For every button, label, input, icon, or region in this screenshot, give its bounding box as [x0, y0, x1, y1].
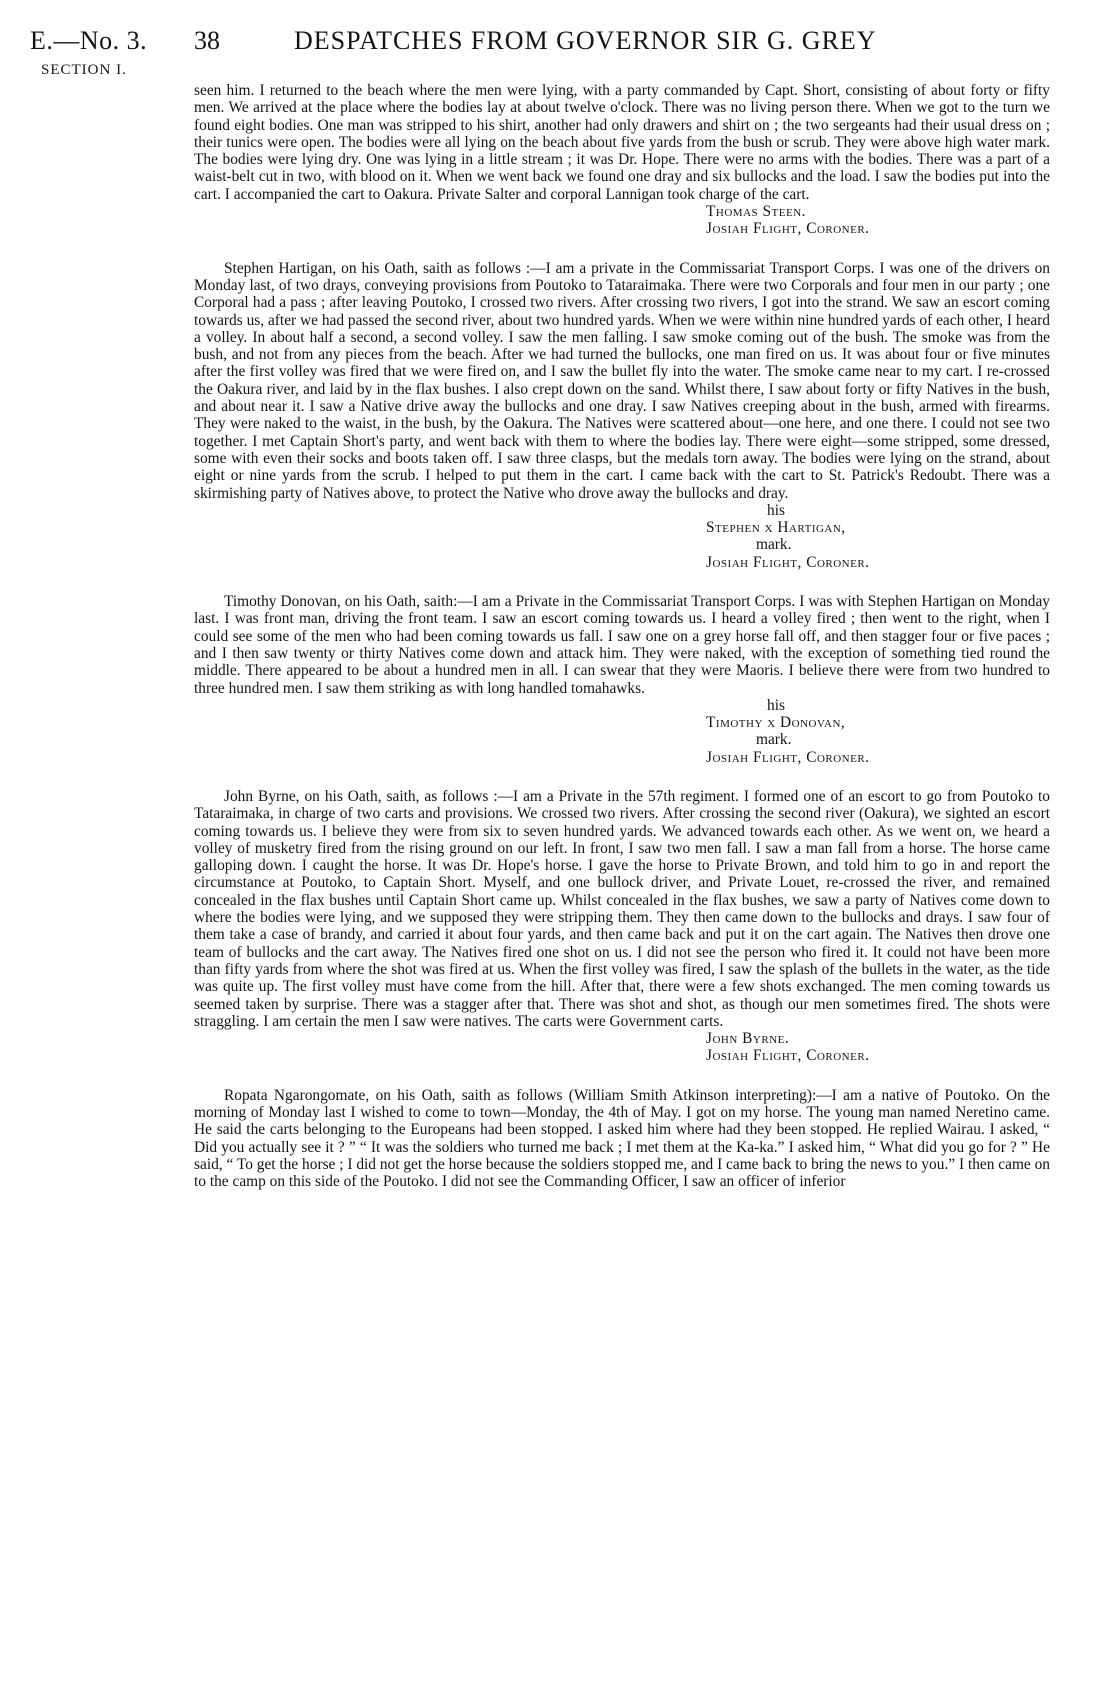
text-line: Stephen Hartigan, on his Oath, saith as follows :—I am a private in the Commissariat Transport	[224, 259, 834, 277]
donovan-signature: Timothy x Donovan,	[706, 714, 846, 732]
text-line: with Stephen Hartigan on Monday last. I was front man, driving the front team. I saw an escort	[194, 593, 1050, 628]
text-line: dressed, some with even their socks and boots taken off. I saw three clasps, but the medals torn away.	[194, 432, 1051, 467]
text-line: I saw the men falling. I saw smoke coming out of the bush. The smoke was from the bush, and not	[194, 328, 1050, 364]
text-line: escort coming towards us, after we had passed the second river, about two hundred yards. When we	[194, 294, 1050, 329]
page-number: 38	[194, 26, 220, 55]
text-line: the water. The smoke came near to my cart. I re-crossed the Oakura river, and laid by in the flax	[194, 363, 1050, 398]
text-line: charge of the cart.	[698, 185, 810, 203]
text-line: the horse to Private Brown, and told him to go in and report the circumstance at Poutoko, to Captain	[194, 857, 1050, 892]
text-line: bodies put into the cart. I accompanied the cart to Oakura. Private Salter and corporal Lannigan took	[194, 168, 1050, 203]
donovan-his: his	[767, 696, 785, 714]
page-header-left	[30, 26, 147, 79]
text-line: was fired, I saw the splash of the bullets in the water, as the tide was quite up. The first volley must	[194, 960, 1050, 996]
text-line: was stripped to his shirt, another had only drawers and shirt on ; the two sergeants had their usual dress	[378, 116, 1027, 134]
text-line: The bodies were lying on the strand, about eight or nine yards from the scrub. I helped to put them in	[194, 449, 1050, 485]
text-line: then came down to the bullocks and drays. I saw four of them take a case of brandy, and carried it	[194, 909, 1050, 944]
text-line: bushes. I also crept down on the sand. Whilst there, I saw about forty or fifty Natives in the bush,	[443, 380, 1050, 398]
text-line: and about near it. I saw a Native drive away the bullocks and one dray. I saw Natives creeping about	[194, 398, 841, 416]
text-line: Corps. I was one of the drivers on Monday last, of two drays, conveying provisions from Poutoko to	[194, 259, 1050, 294]
document-body	[194, 82, 1050, 1191]
text-line: Short's party, and went back with them to where the bodies lay. There were eight—some stripped, some	[342, 432, 1000, 450]
text-line: Natives were scattered about—one here, and one there. I could not see two together. I met Captain	[194, 415, 1050, 450]
text-line: because the soldiers stopped me, and I came back to bring the news to you.” I then came on to the	[194, 1155, 1050, 1191]
spacer	[194, 1065, 1050, 1087]
spacer	[194, 766, 1050, 788]
text-line: scrub. They were above high water mark. The bodies were lying dry. One was lying in a little	[194, 133, 1050, 169]
running-title: DESPATCHES FROM GOVERNOR SIR G. GREY	[294, 26, 877, 55]
text-line: in the flax bushes until Captain Short came up. Whilst concealed in the flax bushes, we saw a party of	[260, 891, 910, 909]
document-reference: E.—No. 3.	[30, 26, 148, 55]
text-line: stream ; it was Dr. Hope. There were no arms with the bodies. There was a part of a waist-belt cut in	[194, 151, 1050, 186]
text-line: Timothy Donovan, on his Oath, saith:—I am a Private in the Commissariat Transport Corps. I was	[224, 593, 837, 611]
text-line: asked, “ Did you actually see it ? ” “ It was the soldiers who turned me back ; I met them at the	[194, 1121, 1050, 1156]
text-line: Europeans had been stopped. I asked him where had they been stopped. He replied Wairau. I	[410, 1121, 1000, 1139]
text-line: bullocks and the cart away. The Natives fired one shot on us. I did not see the person who fired it. It	[246, 943, 887, 961]
text-line: Ka-ka.” I asked him, “ What did you go for ? ” He said, “ To get the horse ; I did not get the horse	[194, 1138, 1050, 1173]
text-line: Ropata Ngarongomate, on his Oath, saith as follows (William Smith Atkinson interpreting):—I am	[224, 1086, 869, 1104]
text-line: John Byrne, on his Oath, saith, as follows :—I am a Private in the 57th regiment. I formed one of an	[224, 787, 868, 805]
text-line: escort to go from Poutoko to Tataraimaka, in charge of two carts and provisions. We crossed two rivers.	[194, 787, 1050, 823]
hartigan-coroner: Josiah Flight, Coroner.	[706, 553, 870, 571]
text-line: a native of Poutoko. On the morning of Monday last I wished to come to town—Monday, the 4th of	[194, 1086, 1050, 1122]
donovan-testimony	[194, 593, 1050, 697]
hartigan-signature: Stephen x Hartigan,	[706, 519, 846, 537]
spacer	[194, 571, 1050, 593]
text-line: four or five minutes after the first volley was fired that we were fired on, and I saw the bullet fly into	[194, 346, 1050, 381]
text-line: May. I got on my horse. The young man named Neretino came. He said the carts belonging to the	[194, 1104, 1050, 1139]
byrne-coroner: Josiah Flight, Coroner.	[706, 1047, 870, 1065]
steen-coroner: Josiah Flight, Coroner.	[706, 220, 870, 238]
text-line: on ; their tunics were open. The bodies were all lying on the beach about five yards from the bush or	[194, 116, 1051, 151]
donovan-mark: mark.	[756, 731, 792, 749]
text-line: could not have been more than fifty yards from where the shot was fired at us. When the first volley	[194, 943, 1050, 978]
section-label: SECTION I.	[41, 62, 127, 78]
text-line: two, with blood on it. When we went back we found one dray and six bullocks and the load. I saw the	[297, 168, 935, 186]
text-line: sometimes fired. The shots were straggling. I am certain the men I saw were natives. The carts were	[194, 995, 1050, 1030]
text-line: striking as with long handled tomahawks.	[388, 679, 645, 697]
text-line: o'clock. There was no living person there. When we got to the turn we found eight bodies. One man	[194, 99, 1050, 134]
hartigan-mark: mark.	[756, 536, 792, 554]
byrne-signature: John Byrne.	[706, 1030, 790, 1048]
text-line: who had been coming towards us fall. I saw one on a grey horse fall off, and then stagger four or five	[365, 627, 1008, 645]
steen-testimony	[194, 82, 1050, 203]
text-line: consisting of about forty or fifty men. We arrived at the place where the bodies lay at about twelve	[194, 82, 1050, 117]
text-line: of musketry fired from the rising ground on our left. In front, I saw two men fall. I saw a man fall	[237, 839, 863, 857]
text-line: swear that they were Maoris. I believe there were from two hundred to three hundred men. I saw them	[194, 662, 1050, 697]
text-line: exception of something tied round the middle. There appeared to be about a hundred men in all. I can	[194, 644, 1050, 680]
donovan-coroner: Josiah Flight, Coroner.	[706, 748, 870, 766]
text-line: the cart. I came back with the cart to St. Patrick's Redoubt. There was a skirmishing party of Natives	[194, 467, 1050, 502]
text-line: Tataraimaka. There were two Corporals and four men in our party ; one Corporal had a pass ; after	[194, 276, 1051, 312]
text-line: from a horse. The horse came galloping down. I caught the horse. It was Dr. Hope's horse. I gave	[194, 839, 1050, 875]
text-line: have come from the hill. After that, there were a few shots exchanged. The men coming towards us	[419, 978, 1050, 996]
steen-signature: Thomas Steen.	[706, 203, 806, 221]
spacer	[194, 238, 1050, 260]
text-line: were within nine hundred yards of each other, I heard a volley. In about half a second, a second volley.	[194, 311, 1050, 346]
text-line: Short. Myself, and one bullock driver, and Private Louet, re-crossed the river, and remained concealed	[194, 874, 1050, 909]
text-line: from six to seven hundred yards. We advanced towards each other. As we went on, we heard a volley	[194, 822, 1051, 857]
text-line: in the bush, armed with firearms. They were naked to the waist, in the bush, by the Oakura. The	[194, 398, 1051, 433]
hartigan-testimony	[194, 260, 1050, 502]
text-line: After crossing the second river (Oakura), we sighted an escort coming towards us. I believe they were	[194, 805, 1051, 840]
hartigan-his: his	[767, 501, 785, 519]
text-line: seen him. I returned to the beach where the men were lying, with a party commanded by Capt. Short,	[194, 82, 846, 99]
byrne-testimony	[194, 788, 1050, 1030]
ngarongomate-testimony	[194, 1087, 1050, 1191]
text-line: Natives come down to where the bodies were lying, and we supposed they were stripping them. They	[194, 891, 1050, 927]
text-line: coming towards us. I heard a volley fired ; then went to the right, when I could see some of the men	[194, 610, 1050, 645]
text-line: from any pieces from the beach. After we had turned the bullocks, one man fired on us. It was about	[283, 346, 925, 364]
text-line: camp on this side of the Poutoko. I did not see the Commanding Officer, I saw an officer of inferior	[232, 1173, 846, 1191]
text-line: paces ; and I then saw twenty or thirty Natives come down and attack him. They were naked, with the	[194, 627, 1051, 662]
text-line: about four yards, and then came back and put it on the cart again. The Natives then drove one team of	[194, 926, 1051, 961]
text-line: leaving Poutoko, I crossed two rivers. After crossing two rivers, I got into the strand. We saw an	[361, 294, 963, 312]
text-line: Government carts.	[609, 1012, 724, 1030]
text-line: seemed taken by surprise. There was a stagger after that. There was shot and shot, as though our men	[194, 995, 846, 1013]
text-line: above, to protect the Native who drove away the bullocks and dray.	[373, 484, 789, 502]
